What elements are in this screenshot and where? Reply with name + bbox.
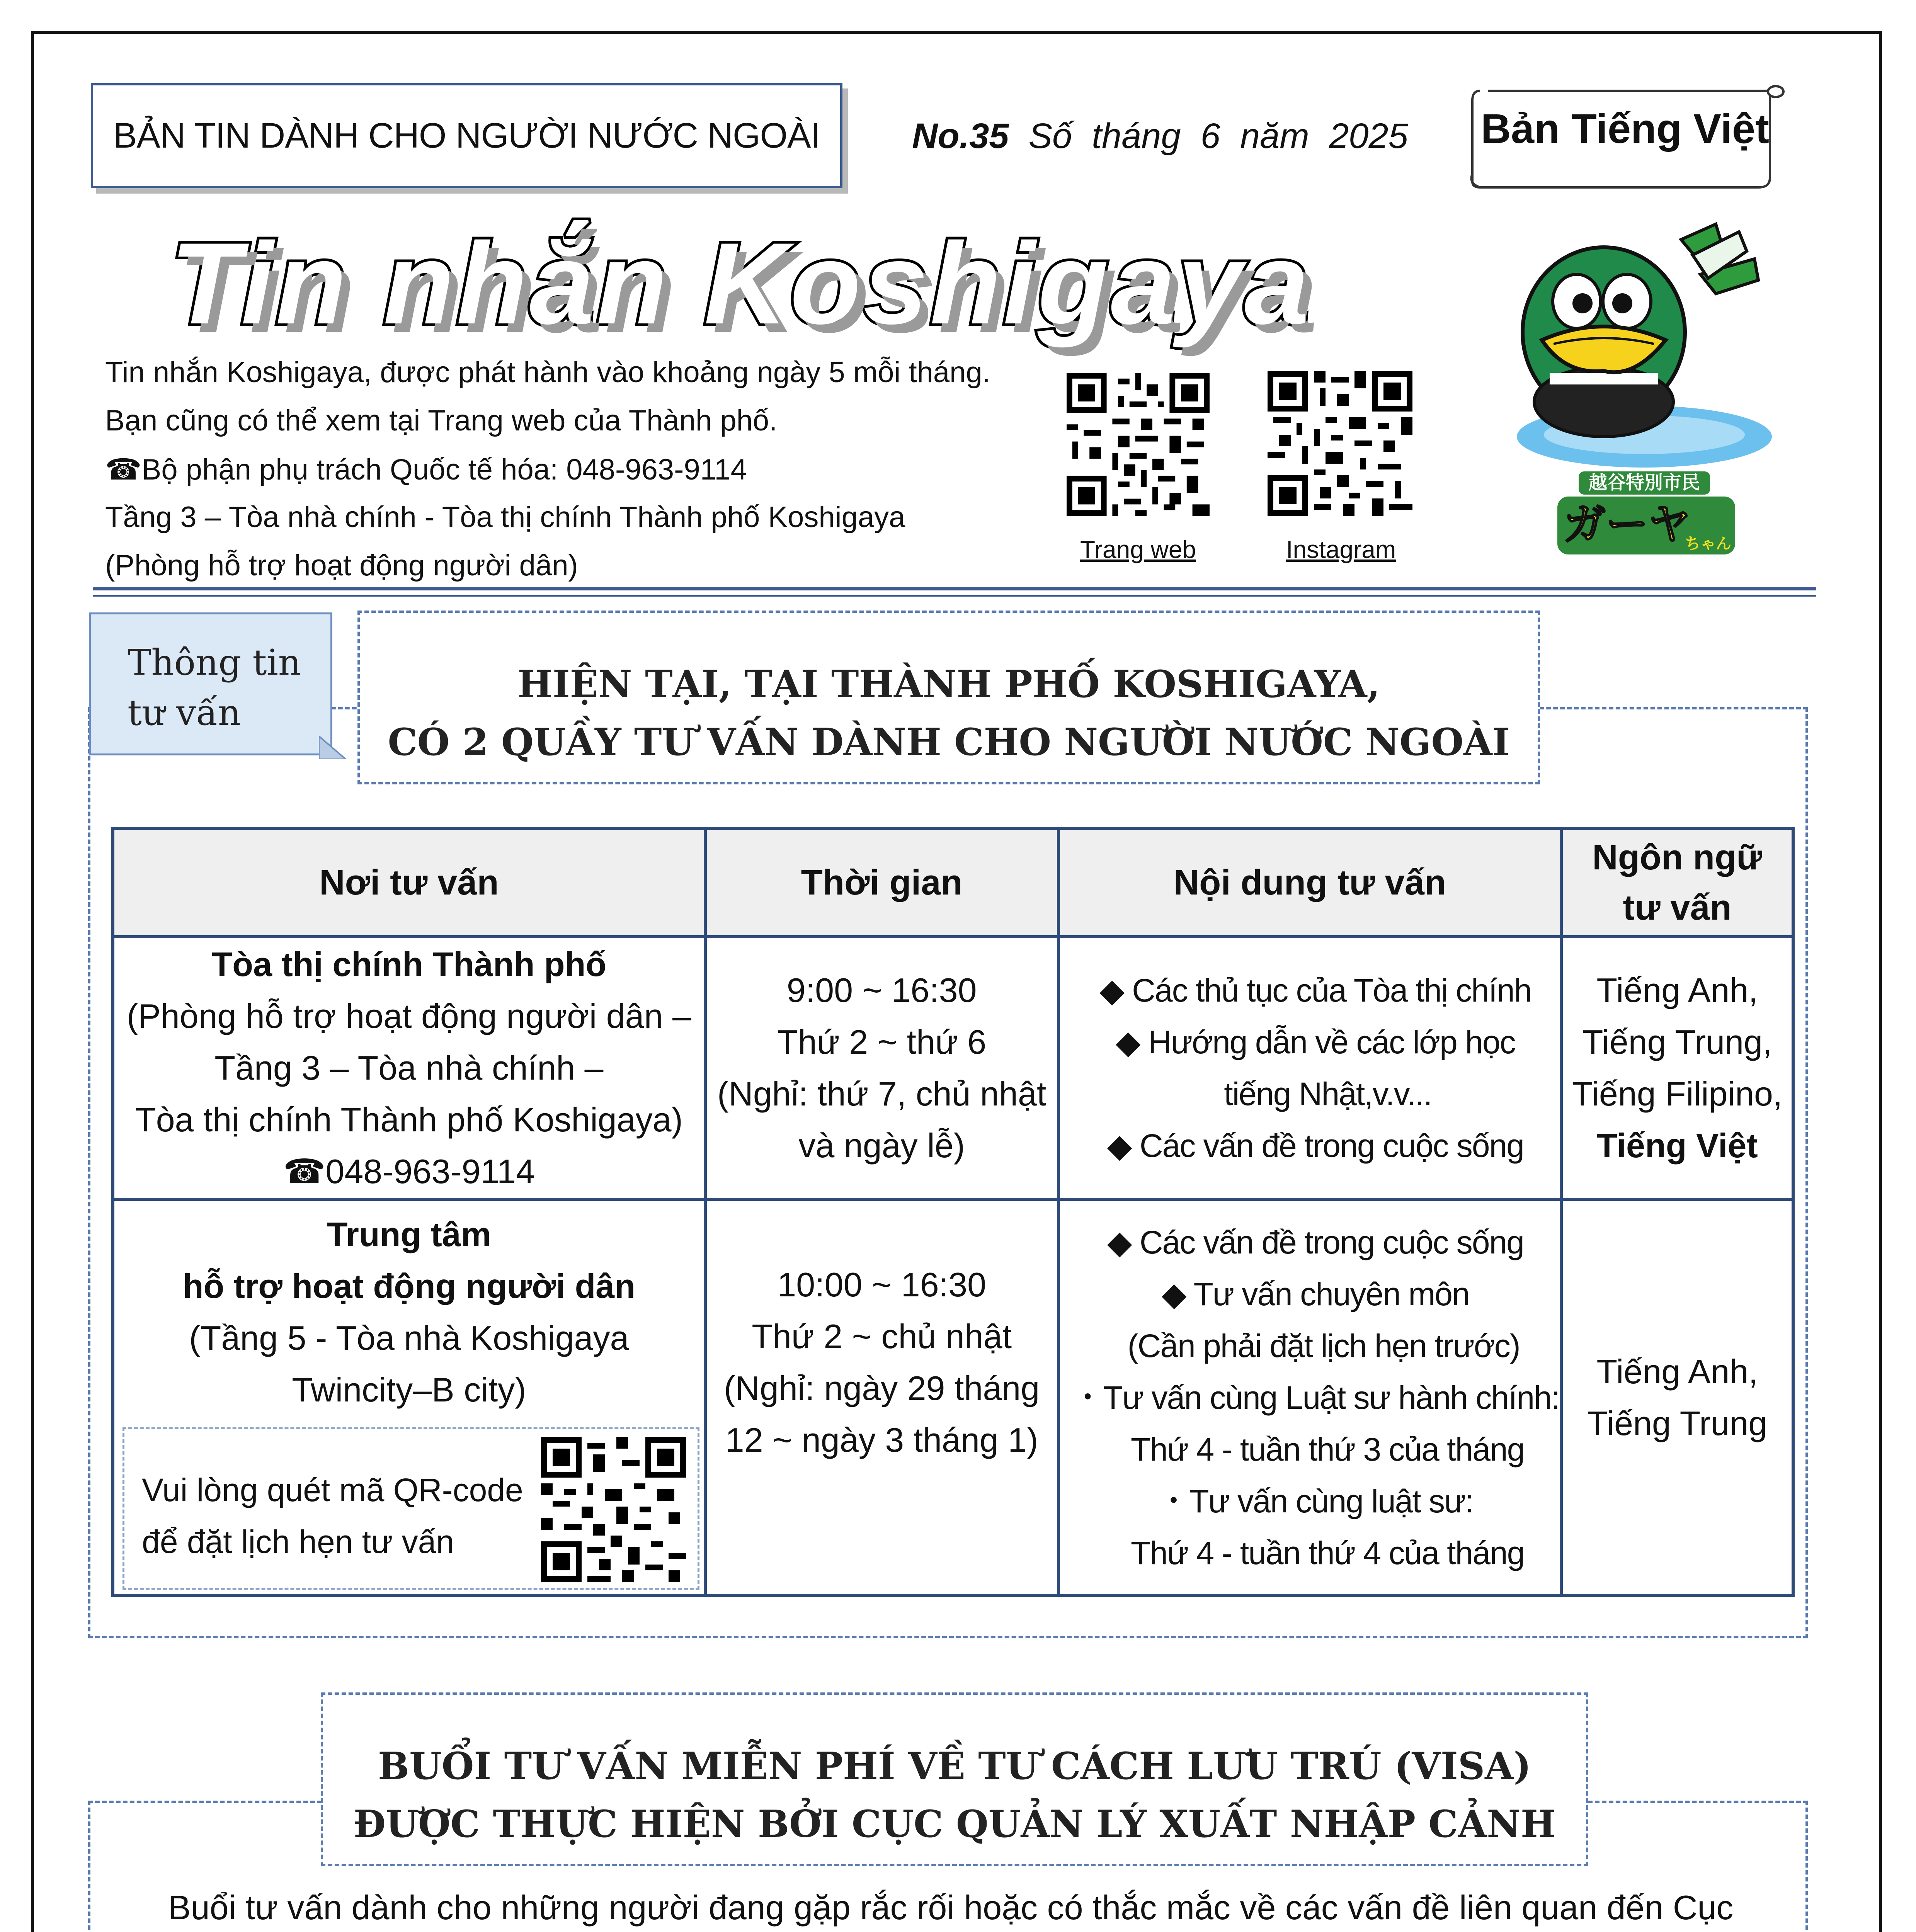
website-link[interactable]: Trang web (1080, 536, 1196, 563)
bulletin-label (91, 83, 842, 188)
qr-booking-note (123, 1427, 699, 1590)
visa-intro (114, 1882, 1807, 1932)
mascot-badge-name: ガーヤ (1563, 500, 1691, 549)
col-header-language (1561, 828, 1793, 937)
instagram-qr-code[interactable] (1268, 371, 1412, 516)
table-row (113, 1199, 1793, 1595)
place-name: hỗ trợ hoạt động người dân (182, 1267, 636, 1305)
section2-heading (321, 1692, 1588, 1866)
bulletin-label-text: BẢN TIN DÀNH CHO NGƯỜI NƯỚC NGOÀI (113, 116, 820, 155)
booking-qr-code[interactable] (541, 1437, 686, 1582)
time-line: Thứ 2 ~ chủ nhật (752, 1317, 1012, 1355)
col-header-place: Nơi tư vấn (113, 828, 705, 937)
place-name: Trung tâm (327, 1215, 492, 1253)
header-divider (93, 587, 1816, 590)
duck-mascot-icon (1499, 216, 1789, 587)
language-line: Tiếng Việt (1596, 1126, 1758, 1165)
time-line: Thứ 2 ~ thứ 6 (777, 1023, 987, 1061)
language-line: Tiếng Anh, (1596, 971, 1758, 1009)
place-name: Tòa thị chính Thành phố (211, 945, 607, 983)
place-line: Tòa thị chính Thành phố Koshigaya) (135, 1100, 683, 1139)
intro-line: Bạn cũng có thể xem tại Trang web của Thành phố. (105, 404, 778, 437)
header-line: tư vấn (1623, 888, 1732, 927)
issue-date: Số tháng 6 năm 2025 (1028, 116, 1408, 156)
time-line: 12 ~ ngày 3 tháng 1) (725, 1421, 1038, 1459)
place-cell (113, 937, 705, 1199)
language-line: Tiếng Anh, (1596, 1352, 1758, 1391)
tab-fold-icon (319, 736, 350, 759)
language-line: Tiếng Trung, (1582, 1023, 1772, 1061)
language-cell (1561, 1199, 1793, 1595)
issue-info (912, 116, 1408, 156)
issue-number: No.35 (912, 116, 1009, 156)
content-line: ◆ Các vấn đề trong cuộc sống (1107, 1224, 1524, 1260)
header-line: Ngôn ngữ (1592, 838, 1762, 877)
intro-line: Buổi tư vấn dành cho những người đang gặp rắc rối hoặc có thắc mắc về các vấn đề liên quan đến Cục (168, 1888, 1734, 1927)
col-header-content: Nội dung tư vấn (1058, 828, 1562, 937)
col-header-time: Thời gian (705, 828, 1058, 937)
time-line: và ngày lễ) (798, 1126, 965, 1165)
content-line: ◆ Tư vấn chuyên môn (1162, 1276, 1469, 1312)
intro-line: Tầng 3 – Tòa nhà chính - Tòa thị chính Thành phố Koshigaya (105, 501, 905, 534)
tab-line: Thông tin (128, 642, 301, 683)
time-line: (Nghỉ: ngày 29 tháng (724, 1369, 1040, 1407)
consultation-table (111, 827, 1795, 1597)
content-line: Thứ 4 - tuần thứ 4 của tháng (1106, 1534, 1525, 1571)
content-cell (1058, 937, 1562, 1199)
heading-line: BUỔI TƯ VẤN MIỄN PHÍ VỀ TƯ CÁCH LƯU TRÚ (VISA) (378, 1744, 1531, 1788)
time-cell (705, 1199, 1058, 1595)
content-line: ◆ Hướng dẫn về các lớp học (1116, 1024, 1515, 1060)
intro-line: Tin nhắn Koshigaya, được phát hành vào khoảng ngày 5 mỗi tháng. (105, 356, 990, 389)
content-line: ◆ Các vấn đề trong cuộc sống (1107, 1128, 1524, 1164)
heading-line: CÓ 2 QUẦY TƯ VẤN DÀNH CHO NGƯỜI NƯỚC NGOÀI (388, 720, 1510, 764)
intro-line: (Phòng hỗ trợ hoạt động người dân) (105, 549, 578, 582)
content-line: tiếng Nhật,v.v... (1199, 1076, 1432, 1112)
instagram-link[interactable]: Instagram (1286, 536, 1396, 563)
content-line: ・Tư vấn cùng luật sư: (1157, 1483, 1474, 1519)
time-line: (Nghỉ: thứ 7, chủ nhật (717, 1075, 1046, 1113)
language-label: Bản Tiếng Việt (1480, 105, 1770, 152)
place-line: Tầng 3 – Tòa nhà chính – (214, 1049, 604, 1087)
tab-line: tư vấn (128, 692, 241, 733)
time-line: 9:00 ~ 16:30 (786, 971, 977, 1009)
mascot-badge-suffix: ちゃん (1685, 535, 1731, 553)
mascot-badge-top: 越谷特別市民 (1588, 472, 1700, 493)
table-header-row (113, 828, 1793, 937)
content-line: Thứ 4 - tuần thứ 3 của tháng (1106, 1431, 1525, 1468)
place-line: (Phòng hỗ trợ hoạt động người dân – (126, 997, 691, 1035)
intro-phone: ☎Bộ phận phụ trách Quốc tế hóa: 048-963-9114 (105, 453, 747, 486)
language-line: Tiếng Trung (1587, 1404, 1768, 1442)
content-line: ・Tư vấn cùng Luật sư hành chính: (1071, 1379, 1560, 1416)
heading-line: HIỆN TẠI, TẠI THÀNH PHỐ KOSHIGAYA, (517, 662, 1380, 706)
language-line: Tiếng Filipino, (1572, 1075, 1783, 1113)
time-line: 10:00 ~ 16:30 (777, 1265, 987, 1304)
time-cell (705, 937, 1058, 1199)
header-divider (93, 595, 1816, 597)
content-line: ◆ Các thủ tục của Tòa thị chính (1099, 972, 1531, 1009)
language-cell (1561, 937, 1793, 1199)
place-line: Twincity–B city) (292, 1371, 526, 1409)
place-phone: ☎048-963-9114 (283, 1152, 535, 1190)
newsletter-title: Tin nhắn Koshigaya (170, 218, 1311, 348)
qr-note-line: để đặt lịch hẹn tư vấn (142, 1524, 454, 1560)
website-qr-code[interactable] (1067, 373, 1210, 516)
section1-heading (357, 611, 1540, 784)
section-tab (89, 612, 332, 755)
heading-line: ĐƯỢC THỰC HIỆN BỞI CỤC QUẢN LÝ XUẤT NHẬP CẢNH (353, 1802, 1556, 1846)
table-row (113, 937, 1793, 1199)
qr-note-line: Vui lòng quét mã QR-code (142, 1472, 523, 1508)
content-line: (Cần phải đặt lịch hẹn trước) (1111, 1327, 1520, 1364)
place-line: (Tầng 5 - Tòa nhà Koshigaya (189, 1319, 629, 1357)
content-cell (1058, 1199, 1562, 1595)
place-cell (113, 1199, 705, 1595)
